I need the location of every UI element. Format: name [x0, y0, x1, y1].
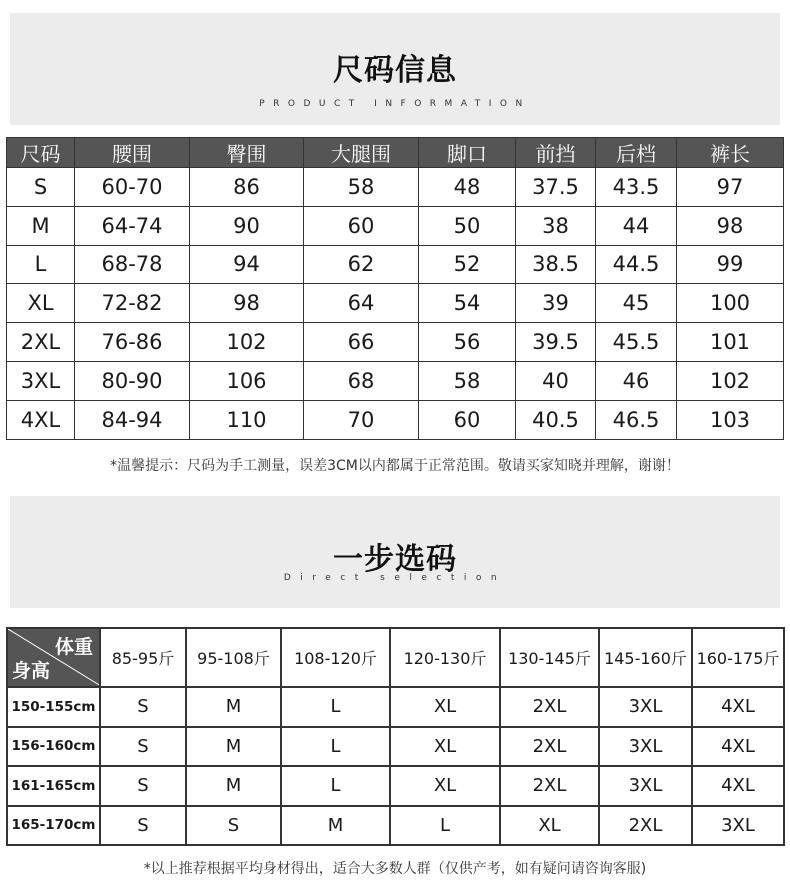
section-subtitle: PRODUCT INFORMATION: [259, 99, 531, 109]
measurement-cell: 101: [677, 323, 784, 362]
measurement-cell: 58: [419, 361, 516, 400]
height-label: 身高: [12, 660, 51, 682]
measurement-cell: 100: [677, 284, 784, 323]
measurement-cell: 84-94: [75, 400, 190, 439]
selection-table: [6, 627, 785, 846]
measurement-cell: 50: [419, 206, 516, 245]
measurement-cell: 102: [677, 361, 784, 400]
weight-range-cell: 108-120斤: [281, 628, 390, 687]
weight-range-cell: 160-175斤: [692, 628, 784, 687]
measurement-cell: 66: [304, 323, 419, 362]
size-header-cell: 前挡: [516, 138, 596, 168]
section-title: 尺码信息: [333, 53, 457, 88]
section-subtitle: Direct selection: [283, 573, 507, 583]
recommended-size-cell: XL: [390, 766, 500, 806]
measurement-cell: 38: [516, 206, 596, 245]
measurement-cell: 40.5: [516, 400, 596, 439]
measurement-cell: 40: [516, 361, 596, 400]
measurement-cell: 70: [304, 400, 419, 439]
size-header-cell: 脚口: [419, 138, 516, 168]
recommended-size-cell: 3XL: [599, 766, 692, 806]
recommended-size-cell: S: [186, 806, 281, 846]
measurement-cell: 45.5: [596, 323, 677, 362]
size-label-cell: 4XL: [7, 400, 75, 439]
recommended-size-cell: M: [186, 687, 281, 727]
measurement-cell: 60: [419, 400, 516, 439]
measurement-cell: 52: [419, 245, 516, 284]
measurement-cell: 106: [190, 361, 304, 400]
measurement-cell: 76-86: [75, 323, 190, 362]
table-row: [7, 727, 784, 767]
size-table: [6, 137, 784, 440]
table-row: [7, 687, 784, 727]
size-header-cell: 腰围: [75, 138, 190, 168]
recommendation-note: *以上推荐根据平均身材得出，适合大多数人群（仅供产考，如有疑问请咨询客服): [143, 861, 647, 877]
table-row: [7, 168, 784, 207]
recommended-size-cell: XL: [390, 687, 500, 727]
measurement-cell: 68-78: [75, 245, 190, 284]
height-range-cell: 161-165cm: [7, 766, 100, 806]
weight-range-cell: 120-130斤: [390, 628, 500, 687]
measurement-cell: 102: [190, 323, 304, 362]
size-table-header: [7, 138, 784, 168]
measurement-cell: 110: [190, 400, 304, 439]
measurement-cell: 54: [419, 284, 516, 323]
measurement-note: *温馨提示：尺码为手工测量，误差3CM以内都属于正常范围。敬请买家知晓并理解，谢谢！: [110, 458, 680, 474]
measurement-cell: 60: [304, 206, 419, 245]
table-row: [7, 766, 784, 806]
recommended-size-cell: L: [281, 766, 390, 806]
direct-selection-banner: [10, 496, 780, 608]
recommended-size-cell: M: [186, 766, 281, 806]
measurement-cell: 39: [516, 284, 596, 323]
measurement-cell: 62: [304, 245, 419, 284]
recommended-size-cell: XL: [390, 727, 500, 767]
measurement-cell: 48: [419, 168, 516, 207]
size-label-cell: M: [7, 206, 75, 245]
recommended-size-cell: S: [100, 766, 186, 806]
measurement-cell: 60-70: [75, 168, 190, 207]
measurement-cell: 58: [304, 168, 419, 207]
corner-cell: [7, 628, 100, 687]
size-label-cell: L: [7, 245, 75, 284]
recommended-size-cell: 3XL: [692, 806, 784, 846]
measurement-cell: 44.5: [596, 245, 677, 284]
weight-range-cell: 145-160斤: [599, 628, 692, 687]
recommended-size-cell: 3XL: [599, 727, 692, 767]
measurement-cell: 103: [677, 400, 784, 439]
size-label-cell: XL: [7, 284, 75, 323]
recommended-size-cell: 2XL: [599, 806, 692, 846]
table-row: [7, 284, 784, 323]
recommended-size-cell: 2XL: [500, 687, 599, 727]
size-header-cell: 后档: [596, 138, 677, 168]
height-range-cell: 150-155cm: [7, 687, 100, 727]
measurement-cell: 46: [596, 361, 677, 400]
weight-range-cell: 130-145斤: [500, 628, 599, 687]
table-row: [7, 323, 784, 362]
measurement-cell: 64: [304, 284, 419, 323]
measurement-cell: 56: [419, 323, 516, 362]
measurement-cell: 86: [190, 168, 304, 207]
measurement-cell: 37.5: [516, 168, 596, 207]
measurement-cell: 80-90: [75, 361, 190, 400]
recommended-size-cell: M: [186, 727, 281, 767]
section-title: 一步选码: [333, 542, 457, 577]
table-row: [7, 245, 784, 284]
measurement-cell: 38.5: [516, 245, 596, 284]
height-range-cell: 156-160cm: [7, 727, 100, 767]
recommended-size-cell: 4XL: [692, 766, 784, 806]
measurement-cell: 94: [190, 245, 304, 284]
measurement-cell: 46.5: [596, 400, 677, 439]
size-header-cell: 臀围: [190, 138, 304, 168]
measurement-cell: 98: [190, 284, 304, 323]
recommended-size-cell: 2XL: [500, 727, 599, 767]
measurement-cell: 43.5: [596, 168, 677, 207]
size-label-cell: 2XL: [7, 323, 75, 362]
weight-range-cell: 95-108斤: [186, 628, 281, 687]
measurement-cell: 68: [304, 361, 419, 400]
size-label-cell: S: [7, 168, 75, 207]
recommended-size-cell: L: [281, 727, 390, 767]
weight-range-cell: 85-95斤: [100, 628, 186, 687]
recommended-size-cell: M: [281, 806, 390, 846]
measurement-cell: 64-74: [75, 206, 190, 245]
recommended-size-cell: L: [390, 806, 500, 846]
recommended-size-cell: 4XL: [692, 687, 784, 727]
table-row: [7, 806, 784, 846]
table-row: [7, 206, 784, 245]
size-header-cell: 裤长: [677, 138, 784, 168]
recommended-size-cell: L: [281, 687, 390, 727]
product-information-banner: [10, 13, 780, 125]
recommended-size-cell: S: [100, 727, 186, 767]
measurement-cell: 44: [596, 206, 677, 245]
recommended-size-cell: 3XL: [599, 687, 692, 727]
measurement-cell: 97: [677, 168, 784, 207]
measurement-cell: 90: [190, 206, 304, 245]
recommended-size-cell: S: [100, 806, 186, 846]
recommended-size-cell: XL: [500, 806, 599, 846]
recommended-size-cell: S: [100, 687, 186, 727]
measurement-cell: 45: [596, 284, 677, 323]
size-label-cell: 3XL: [7, 361, 75, 400]
measurement-cell: 98: [677, 206, 784, 245]
height-range-cell: 165-170cm: [7, 806, 100, 846]
size-header-cell: 尺码: [7, 138, 75, 168]
table-row: [7, 361, 784, 400]
measurement-cell: 72-82: [75, 284, 190, 323]
size-header-cell: 大腿围: [304, 138, 419, 168]
measurement-cell: 39.5: [516, 323, 596, 362]
selection-table-header: [7, 628, 784, 687]
measurement-cell: 99: [677, 245, 784, 284]
recommended-size-cell: 4XL: [692, 727, 784, 767]
weight-label: 体重: [54, 636, 93, 658]
recommended-size-cell: 2XL: [500, 766, 599, 806]
table-row: [7, 400, 784, 439]
